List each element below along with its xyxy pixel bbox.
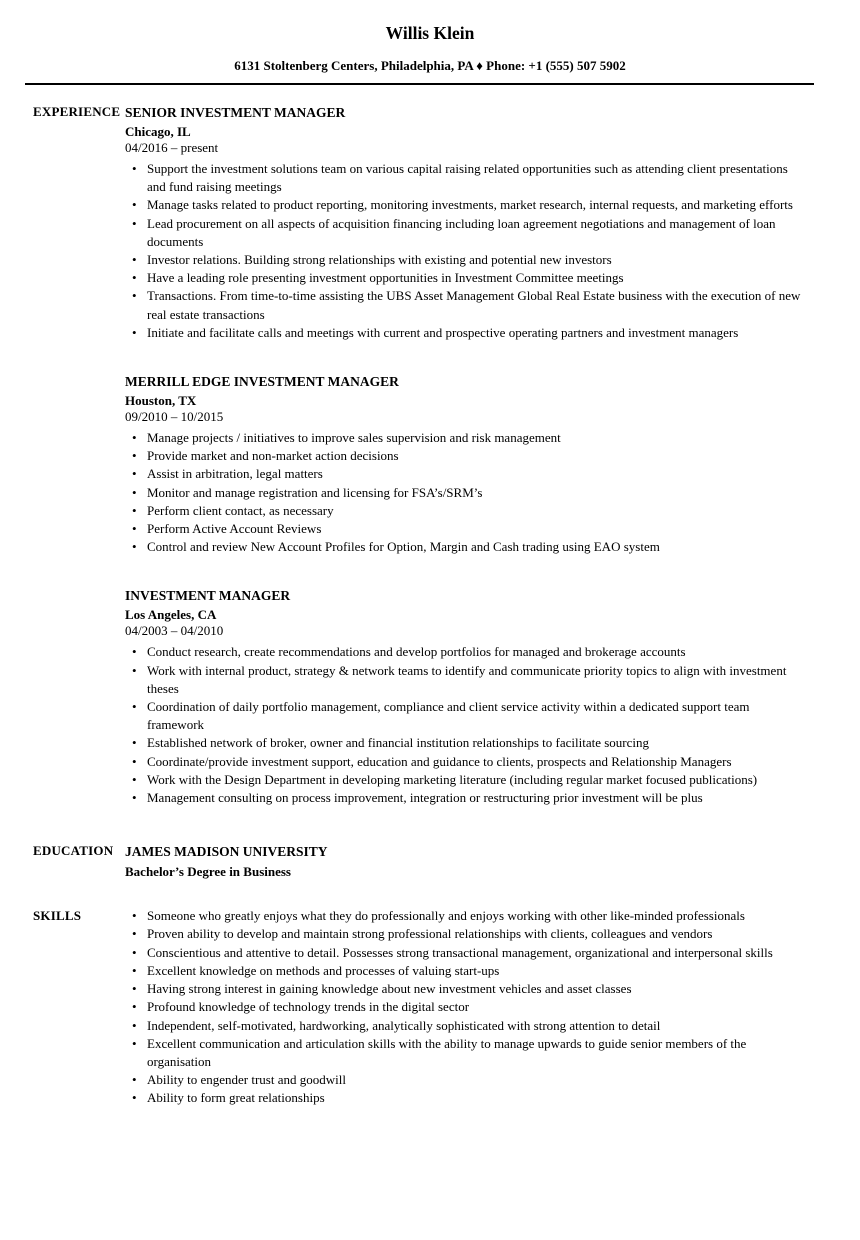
job-location: Los Angeles, CA (125, 607, 217, 623)
job-bullet-item: • Have a leading role presenting investment opportunities in Investment Committee meetings (125, 269, 802, 287)
job-entry (125, 372, 802, 556)
job-bullet-item: • Work with internal product, strategy & network teams to identify and communicate priority topics to align with investment theses (125, 662, 802, 698)
job-dates: 04/2003 – 04/2010 (125, 623, 224, 639)
education-section (0, 842, 860, 880)
skill-bullet-item: • Profound knowledge of technology trends in the digital sector (125, 998, 802, 1016)
job-bullet-item: • Coordination of daily portfolio management, compliance and client service activity within a dedicated support team framework (125, 698, 802, 734)
skill-bullet-item: • Excellent knowledge on methods and processes of valuing start-ups (125, 962, 802, 980)
skill-bullet-item: • Proven ability to develop and maintain strong professional relationships with clients, colleagues and vendors (125, 925, 802, 943)
job-bullet-item: • Perform Active Account Reviews (125, 520, 802, 538)
skill-bullet-item: • Ability to engender trust and goodwill (125, 1071, 802, 1089)
skill-bullet-item: • Someone who greatly enjoys what they do professionally and enjoys working with other like-minded professionals (125, 907, 802, 925)
job-location: Houston, TX (125, 393, 197, 409)
skill-bullet-item: • Independent, self-motivated, hardworking, analytically sophisticated with strong attention to detail (125, 1017, 802, 1035)
job-dates: 04/2016 – present (125, 140, 219, 155)
job-bullet-item: • Assist in arbitration, legal matters (125, 465, 802, 483)
skills-list (125, 907, 802, 1107)
job-bullet-item: • Established network of broker, owner and financial institution relationships to facilitate sourcing (125, 734, 802, 752)
job-bullet-item: • Coordinate/provide investment support, education and guidance to clients, prospects and Relationship Managers (125, 753, 802, 771)
resume-body (0, 103, 860, 1108)
skill-bullet-item: • Excellent communication and articulation skills with the ability to manage upwards to guide senior members of the organisation (125, 1035, 802, 1071)
job-title: MERRILL EDGE INVESTMENT MANAGER (125, 374, 399, 390)
section-label-skills: SKILLS (33, 908, 82, 924)
job-bullet-list (125, 429, 802, 556)
job-bullet-item: • Investor relations. Building strong relationships with existing and potential new investors (125, 251, 802, 269)
job-bullet-item: • Support the investment solutions team on various capital raising related opportunities such as attending client presentations and fund raising meetings (125, 160, 802, 196)
education-content (125, 842, 860, 880)
skill-bullet-item: • Ability to form great relationships (125, 1089, 802, 1107)
job-bullet-item: • Lead procurement on all aspects of acquisition financing including loan agreement negotiations and management of loan documents (125, 215, 802, 251)
experience-section (0, 103, 860, 807)
job-title: INVESTMENT MANAGER (125, 588, 291, 604)
job-bullet-item: • Manage projects / initiatives to improve sales supervision and risk management (125, 429, 802, 447)
job-entry (125, 586, 802, 807)
experience-content (125, 103, 860, 807)
section-label-experience: EXPERIENCE (33, 104, 121, 119)
job-bullet-item: • Monitor and manage registration and licensing for FSA’s/SRM’s (125, 484, 802, 502)
job-bullet-item: • Provide market and non-market action decisions (125, 447, 802, 465)
job-location: Chicago, IL (125, 124, 191, 139)
skill-bullet-item: • Conscientious and attentive to detail. Possesses strong transactional management, organizational and interpersonal skills (125, 944, 802, 962)
job-bullet-item: • Management consulting on process improvement, integration or restructuring prior investment will be plus (125, 789, 802, 807)
resume-header (0, 22, 860, 85)
school-name: JAMES MADISON UNIVERSITY (125, 844, 328, 860)
job-entry (125, 103, 802, 342)
job-bullet-item: • Control and review New Account Profiles for Option, Margin and Cash trading using EAO system (125, 538, 802, 556)
job-bullet-item: • Initiate and facilitate calls and meetings with current and prospective operating partners and investment managers (125, 324, 802, 342)
job-bullet-item: • Manage tasks related to product reporting, monitoring investments, market research, internal requests, and marketing efforts (125, 196, 802, 214)
header-divider (25, 83, 814, 85)
skill-bullet-item: • Having strong interest in gaining knowledge about new investment vehicles and asset classes (125, 980, 802, 998)
job-bullet-item: • Conduct research, create recommendations and develop portfolios for managed and brokerage accounts (125, 643, 802, 661)
contact-info: 6131 Stoltenberg Centers, Philadelphia, PA ♦ Phone: +1 (555) 507 5902 (234, 58, 626, 73)
job-bullet-item: • Perform client contact, as necessary (125, 502, 802, 520)
job-bullet-list (125, 160, 802, 342)
job-bullet-list (125, 643, 802, 807)
skills-content (125, 907, 860, 1107)
job-bullet-item: • Work with the Design Department in developing marketing literature (including regular market focused publications) (125, 771, 802, 789)
skills-section (0, 907, 860, 1107)
person-name: Willis Klein (385, 23, 475, 43)
degree-name: Bachelor’s Degree in Business (125, 864, 291, 880)
section-label-education: EDUCATION (33, 843, 114, 859)
job-dates: 09/2010 – 10/2015 (125, 409, 224, 425)
job-title: SENIOR INVESTMENT MANAGER (125, 105, 346, 120)
job-bullet-item: • Transactions. From time-to-time assisting the UBS Asset Management Global Real Estate business with the execution of new real estate transactions (125, 287, 802, 323)
